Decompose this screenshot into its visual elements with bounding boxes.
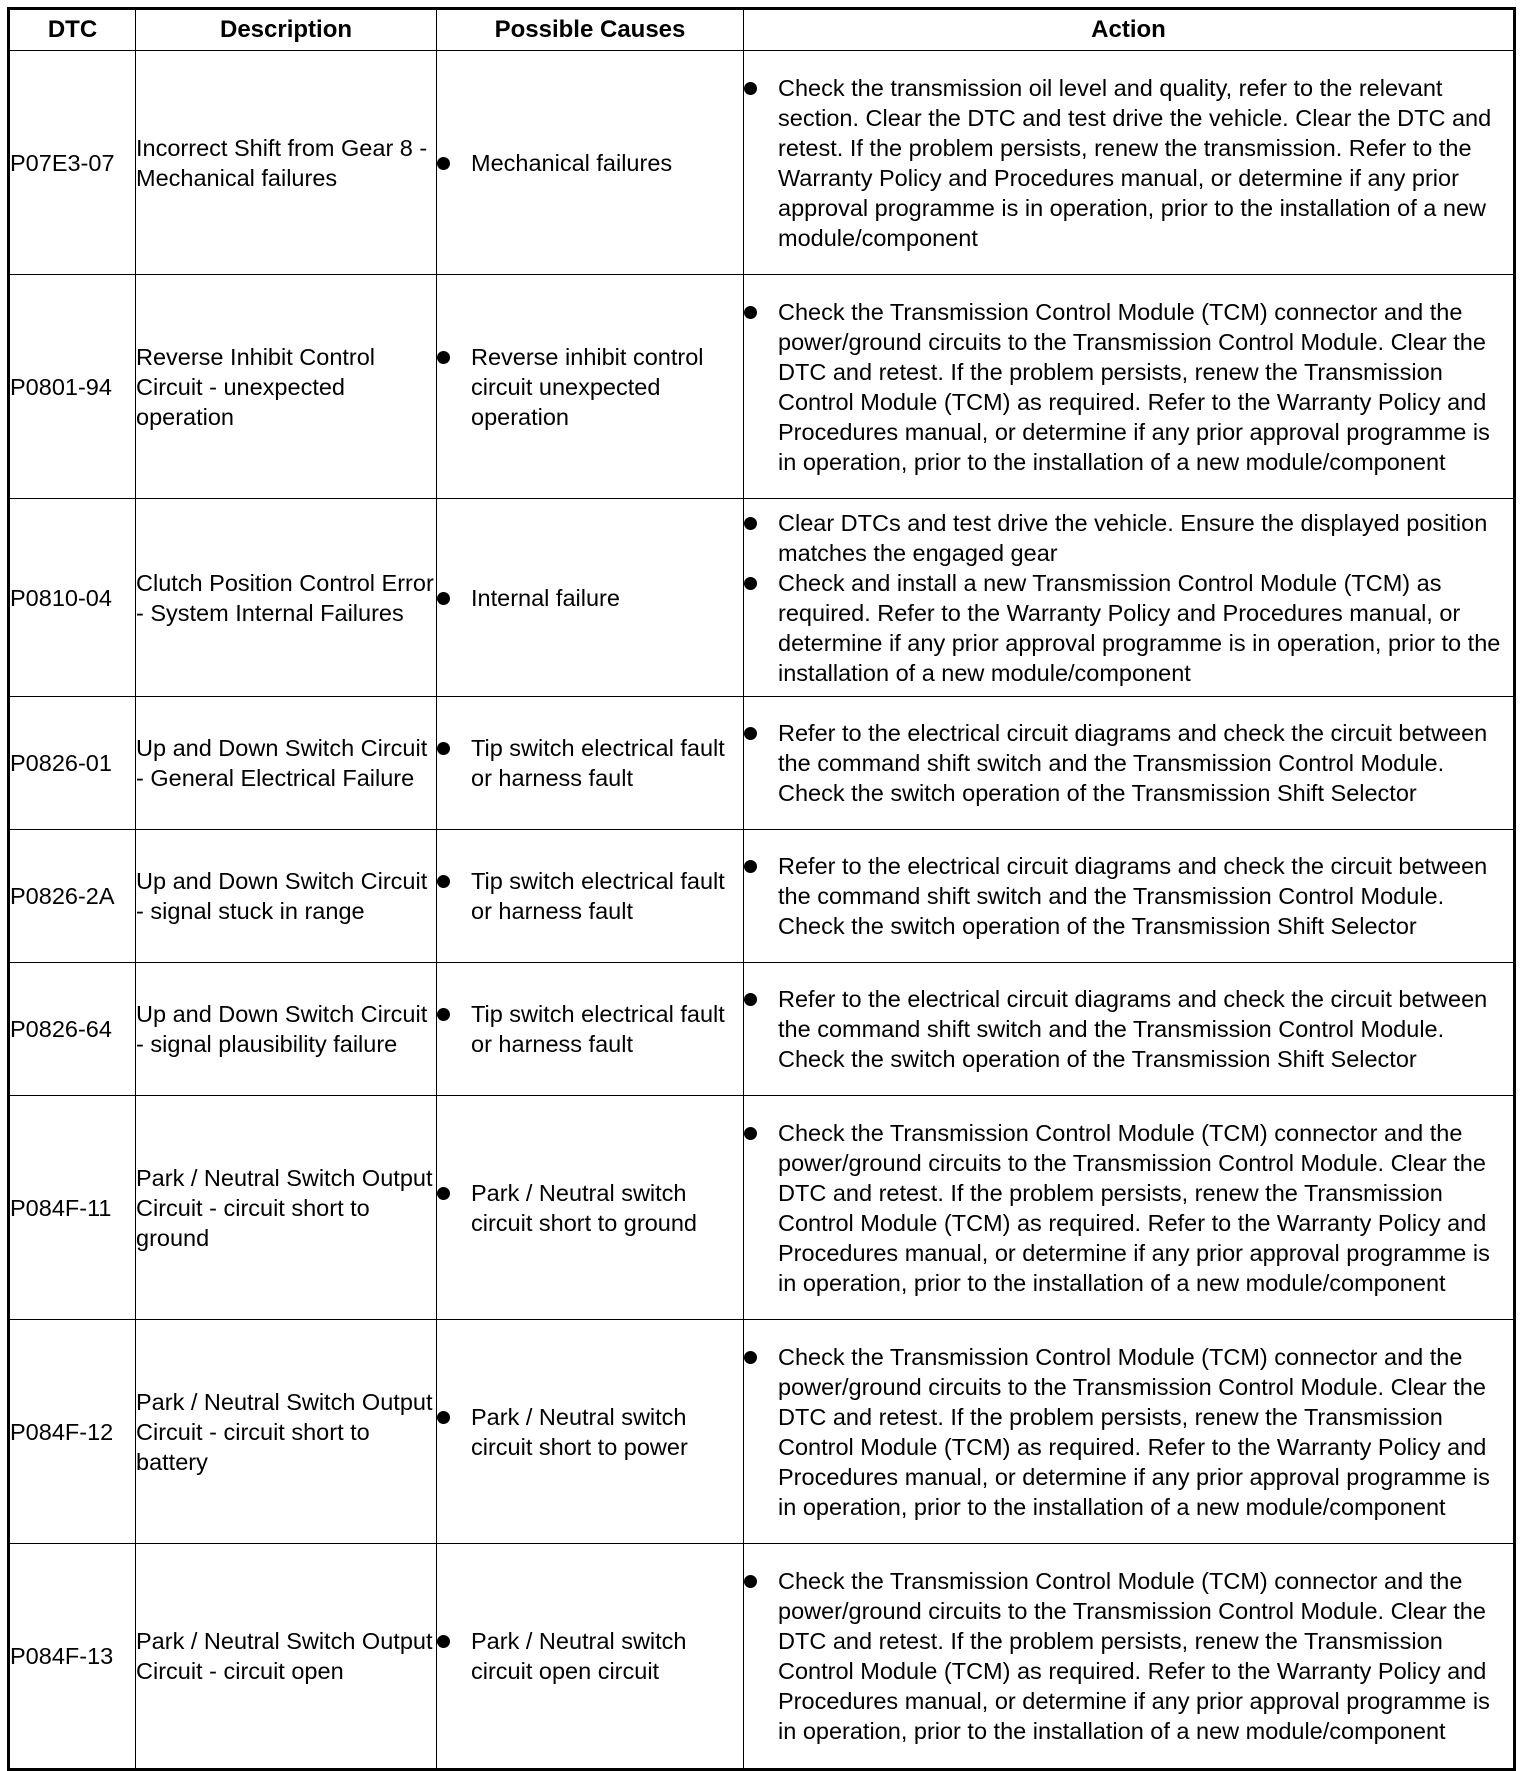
causes-list (437, 1626, 743, 1686)
action-text: Check the Transmission Control Module (TCM) connector and the power/ground circuits to the Transmission Control Module. Clear the DTC and retest. If the problem persists, renew the Transmission Control Module (TCM) as required. Refer to the Warranty Policy and Procedures manual, or determine if any prior approval programme is in operation, prior to the installation of a new module/component (778, 1119, 1490, 1296)
action-cell (744, 963, 1515, 1096)
causes-list (437, 866, 743, 926)
actions-list (744, 1118, 1513, 1298)
table-row (9, 499, 1515, 697)
dtc-description: Reverse Inhibit Control Circuit - unexpected operation (136, 275, 437, 499)
bullet-icon (437, 1187, 450, 1200)
header-dtc: DTC (9, 9, 136, 51)
action-text: Check the Transmission Control Module (TCM) connector and the power/ground circuits to the Transmission Control Module. Clear the DTC and retest. If the problem persists, renew the Transmission Control Module (TCM) as required. Refer to the Warranty Policy and Procedures manual, or determine if any prior approval programme is in operation, prior to the installation of a new module/component (778, 1343, 1490, 1520)
possible-causes-cell (437, 1544, 744, 1770)
action-item (744, 718, 1513, 808)
action-text: Refer to the electrical circuit diagrams and check the circuit between the command shift switch and the Transmission Control Module. Check the switch operation of the Transmission Shift Selector (778, 853, 1488, 939)
action-text: Refer to the electrical circuit diagrams and check the circuit between the command shift switch and the Transmission Control Module. Check the switch operation of the Transmission Shift Selector (778, 986, 1488, 1072)
action-cell (744, 1096, 1515, 1320)
dtc-description: Park / Neutral Switch Output Circuit - circuit short to battery (136, 1320, 437, 1544)
actions-list (744, 1566, 1513, 1746)
dtc-description: Incorrect Shift from Gear 8 - Mechanical failures (136, 51, 437, 275)
causes-list (437, 1402, 743, 1462)
dtc-description: Park / Neutral Switch Output Circuit - circuit short to ground (136, 1096, 437, 1320)
dtc-description: Clutch Position Control Error - System Internal Failures (136, 499, 437, 697)
bullet-icon (437, 1635, 450, 1648)
table-row (9, 697, 1515, 830)
actions-list (744, 851, 1513, 941)
action-cell (744, 830, 1515, 963)
possible-causes-cell (437, 830, 744, 963)
action-cell (744, 51, 1515, 275)
possible-causes-cell (437, 1320, 744, 1544)
dtc-description: Park / Neutral Switch Output Circuit - circuit open (136, 1544, 437, 1770)
actions-list (744, 73, 1513, 253)
bullet-icon (437, 875, 450, 888)
action-text: Check the transmission oil level and quality, refer to the relevant section. Clear the DTC and test drive the vehicle. Clear the DTC and retest. If the problem persists, renew the transmission. Refer to the Warranty Policy and Procedures manual, or determine if any prior approval programme is in operation, prior to the installation of a new module/component (778, 74, 1492, 251)
action-item (744, 1118, 1513, 1298)
cause-item (437, 1626, 743, 1686)
cause-item (437, 866, 743, 926)
bullet-icon (744, 1127, 757, 1140)
action-cell (744, 1320, 1515, 1544)
causes-list (437, 148, 743, 178)
bullet-icon (744, 727, 757, 740)
actions-list (744, 508, 1513, 688)
bullet-icon (744, 306, 757, 319)
dtc-code: P07E3-07 (9, 51, 136, 275)
action-item (744, 851, 1513, 941)
action-text: Clear DTCs and test drive the vehicle. Ensure the displayed position matches the engaged gear (778, 509, 1488, 566)
dtc-code: P084F-13 (9, 1544, 136, 1770)
possible-causes-cell (437, 275, 744, 499)
table-body (9, 51, 1515, 1770)
table-row (9, 1320, 1515, 1544)
bullet-icon (437, 1411, 450, 1424)
bullet-icon (744, 82, 757, 95)
action-text: Refer to the electrical circuit diagrams and check the circuit between the command shift switch and the Transmission Control Module. Check the switch operation of the Transmission Shift Selector (778, 720, 1488, 806)
actions-list (744, 1342, 1513, 1522)
cause-item (437, 1178, 743, 1238)
bullet-icon (437, 351, 450, 364)
cause-item (437, 733, 743, 793)
dtc-description: Up and Down Switch Circuit - General Electrical Failure (136, 697, 437, 830)
action-item (744, 73, 1513, 253)
cause-text: Tip switch electrical fault or harness fault (471, 1001, 725, 1057)
dtc-table (7, 7, 1516, 1771)
action-item (744, 1342, 1513, 1522)
bullet-icon (437, 592, 450, 605)
dtc-code: P0826-2A (9, 830, 136, 963)
cause-text: Reverse inhibit control circuit unexpected operation (471, 343, 704, 430)
causes-list (437, 733, 743, 793)
bullet-icon (744, 1351, 757, 1364)
cause-item (437, 342, 743, 432)
possible-causes-cell (437, 697, 744, 830)
dtc-code: P0826-01 (9, 697, 136, 830)
cause-text: Mechanical failures (471, 149, 673, 176)
bullet-icon (437, 1008, 450, 1021)
bullet-icon (437, 742, 450, 755)
action-cell (744, 499, 1515, 697)
bullet-icon (744, 993, 757, 1006)
table-row (9, 830, 1515, 963)
bullet-icon (744, 517, 757, 530)
table-row (9, 275, 1515, 499)
table-row (9, 1544, 1515, 1770)
action-cell (744, 697, 1515, 830)
table-header-row (9, 9, 1515, 51)
dtc-code: P0810-04 (9, 499, 136, 697)
cause-text: Tip switch electrical fault or harness fault (471, 735, 725, 791)
table-row (9, 51, 1515, 275)
bullet-icon (744, 860, 757, 873)
possible-causes-cell (437, 963, 744, 1096)
dtc-code: P0801-94 (9, 275, 136, 499)
action-cell (744, 1544, 1515, 1770)
cause-text: Park / Neutral switch circuit short to power (471, 1403, 688, 1460)
bullet-icon (744, 1575, 757, 1588)
action-item (744, 984, 1513, 1074)
bullet-icon (744, 577, 757, 590)
action-text: Check the Transmission Control Module (TCM) connector and the power/ground circuits to the Transmission Control Module. Clear the DTC and retest. If the problem persists, renew the Transmission Control Module (TCM) as required. Refer to the Warranty Policy and Procedures manual, or determine if any prior approval programme is in operation, prior to the installation of a new module/component (778, 1568, 1490, 1744)
possible-causes-cell (437, 499, 744, 697)
cause-item (437, 583, 743, 613)
dtc-code: P084F-11 (9, 1096, 136, 1320)
dtc-code: P0826-64 (9, 963, 136, 1096)
dtc-table-container (7, 7, 1513, 1771)
possible-causes-cell (437, 1096, 744, 1320)
cause-item (437, 999, 743, 1059)
action-text: Check the Transmission Control Module (TCM) connector and the power/ground circuits to the Transmission Control Module. Clear the DTC and retest. If the problem persists, renew the Transmission Control Module (TCM) as required. Refer to the Warranty Policy and Procedures manual, or determine if any prior approval programme is in operation, prior to the installation of a new module/component (778, 298, 1490, 475)
actions-list (744, 984, 1513, 1074)
action-item (744, 508, 1513, 568)
actions-list (744, 297, 1513, 477)
cause-item (437, 148, 743, 178)
header-action: Action (744, 9, 1515, 51)
dtc-description: Up and Down Switch Circuit - signal plausibility failure (136, 963, 437, 1096)
causes-list (437, 583, 743, 613)
cause-text: Tip switch electrical fault or harness fault (471, 868, 725, 924)
action-item (744, 1566, 1513, 1746)
cause-text: Park / Neutral switch circuit open circuit (471, 1628, 687, 1684)
action-item (744, 297, 1513, 477)
dtc-code: P084F-12 (9, 1320, 136, 1544)
dtc-description: Up and Down Switch Circuit - signal stuck in range (136, 830, 437, 963)
action-cell (744, 275, 1515, 499)
header-possible-causes: Possible Causes (437, 9, 744, 51)
causes-list (437, 1178, 743, 1238)
actions-list (744, 718, 1513, 808)
causes-list (437, 999, 743, 1059)
action-item (744, 568, 1513, 688)
cause-text: Park / Neutral switch circuit short to ground (471, 1179, 697, 1236)
causes-list (437, 342, 743, 432)
table-row (9, 1096, 1515, 1320)
bullet-icon (437, 157, 450, 170)
header-description: Description (136, 9, 437, 51)
cause-item (437, 1402, 743, 1462)
action-text: Check and install a new Transmission Control Module (TCM) as required. Refer to the Warranty Policy and Procedures manual, or determine if any prior approval programme is in operation, prior to the installation of a new module/component (778, 569, 1501, 686)
possible-causes-cell (437, 51, 744, 275)
cause-text: Internal failure (471, 584, 620, 611)
table-row (9, 963, 1515, 1096)
